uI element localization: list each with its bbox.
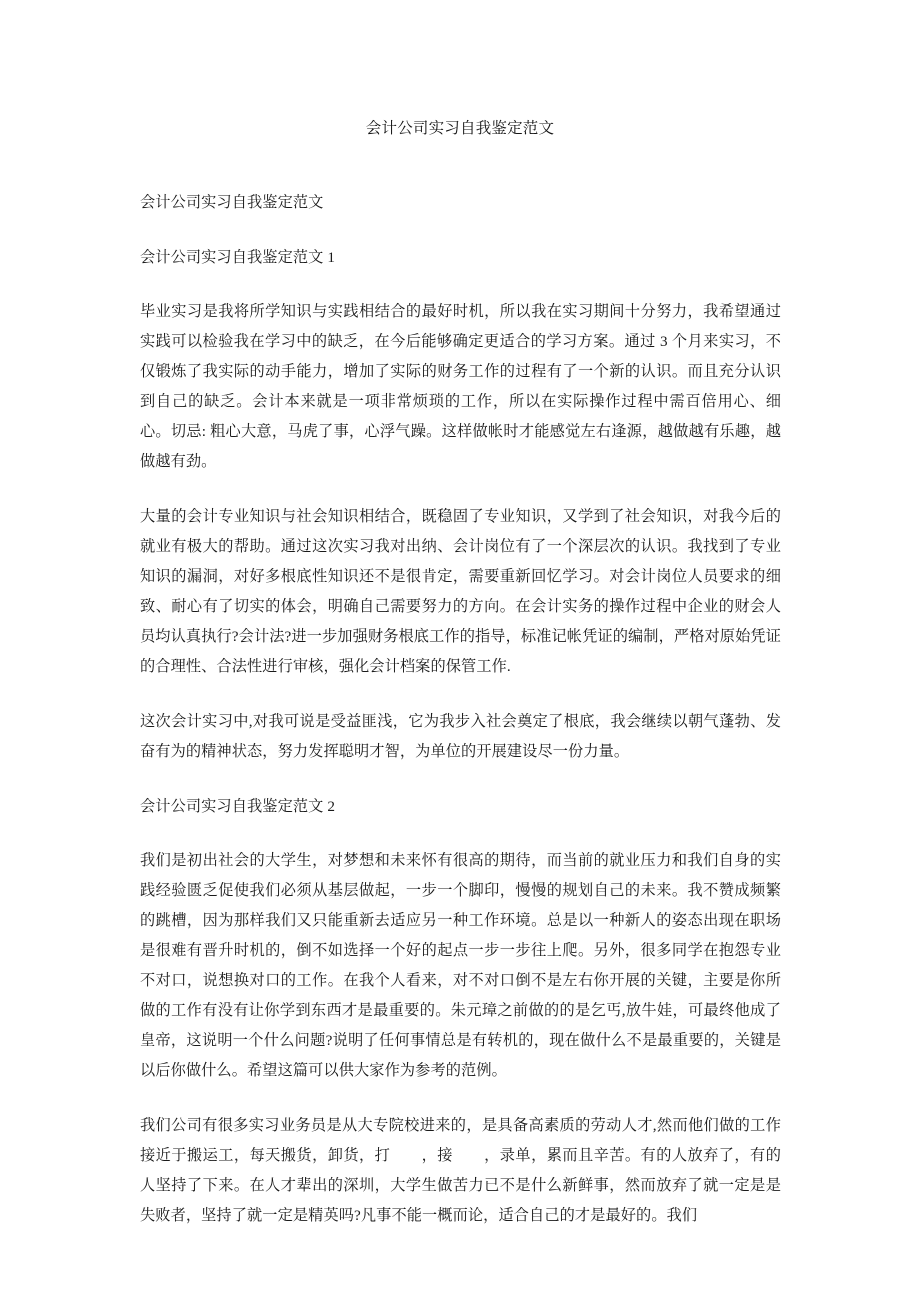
section-heading-1: 会计公司实习自我鉴定范文 1 — [140, 249, 336, 266]
paragraph-4: 我们是初出社会的大学生，对梦想和未来怀有很高的期待，而当前的就业压力和我们自身的实践经验匮乏促使我们必须从基层做起，一步一个脚印，慢慢的规划自己的未来。我不赞成频繁的跳槽，因为那样我们又只能重新去适应另一种工作环境。总是以一种新人的姿态出现在职场是很难有晋升时机的，倒不如选择一个好的起点一步一步往上爬。另外，很多同学在抱怨专业不对口，说想换对口的工作。在我个人看来，对不对口倒不是左右你开展的关键，主要是你所做的工作有没有让你学到东西才是最重要的。朱元璋之前做的的是乞丐,放牛娃，可最终他成了皇帝，这说明一个什么问题?说明了任何事情总是有转机的，现在做什么不是最重要的，关键是以后你做什么。希望这篇可以供大家作为参考的范例。 — [140, 852, 781, 1079]
document-body — [140, 188, 781, 1231]
page-title: 会计公司实习自我鉴定范文 — [365, 120, 555, 137]
section-heading-2: 会计公司实习自我鉴定范文 2 — [140, 798, 336, 815]
paragraph-5: 我们公司有很多实习业务员是从大专院校进来的，是具备高素质的劳动人才,然而他们做的工作接近于搬运工，每天搬货，卸货，打 ，接 ，录单，累而且辛苦。有的人放弃了，有的人坚持了下来。在人才辈出的深圳，大学生做苦力已不是什么新鲜事，然而放弃了就一定是是失败者，坚持了就一定是精英吗?凡事不能一概而论，适合自己的才是最好的。我们 — [140, 1117, 781, 1224]
document-subtitle: 会计公司实习自我鉴定范文 — [140, 194, 324, 211]
paragraph-2: 大量的会计专业知识与社会知识相结合，既稳固了专业知识，又学到了社会知识，对我今后的就业有极大的帮助。通过这次实习我对出纳、会计岗位有了一个深层次的认识。我找到了专业知识的漏洞，对好多根底性知识还不是很肯定，需要重新回忆学习。对会计岗位人员要求的细致、耐心有了切实的体会，明确自己需要努力的方向。在会计实务的操作过程中企业的财会人员均认真执行?会计法?进一步加强财务根底工作的指导，标准记帐凭证的编制，严格对原始凭证的合理性、合法性进行审核，强化会计档案的保管工作. — [140, 508, 781, 675]
paragraph-1: 毕业实习是我将所学知识与实践相结合的最好时机，所以我在实习期间十分努力，我希望通过实践可以检验我在学习中的缺乏，在今后能够确定更适合的学习方案。通过 3 个月来实习，不仅锻炼了我实际的动手能力，增加了实际的财务工作的过程有了一个新的认识。而且充分认识到自己的缺乏。会计本来就是一项非常烦琐的工作，所以在实际操作过程中需百倍用心、细心。切忌: 粗心大意，马虎了事，心浮气躁。这样做帐时才能感觉左右逢源，越做越有乐趣，越做越有劲。 — [140, 303, 781, 470]
paragraph-3: 这次会计实习中,对我可说是受益匪浅，它为我步入社会奠定了根底，我会继续以朝气蓬勃、发奋有为的精神状态，努力发挥聪明才智，为单位的开展建设尽一份力量。 — [140, 713, 781, 760]
